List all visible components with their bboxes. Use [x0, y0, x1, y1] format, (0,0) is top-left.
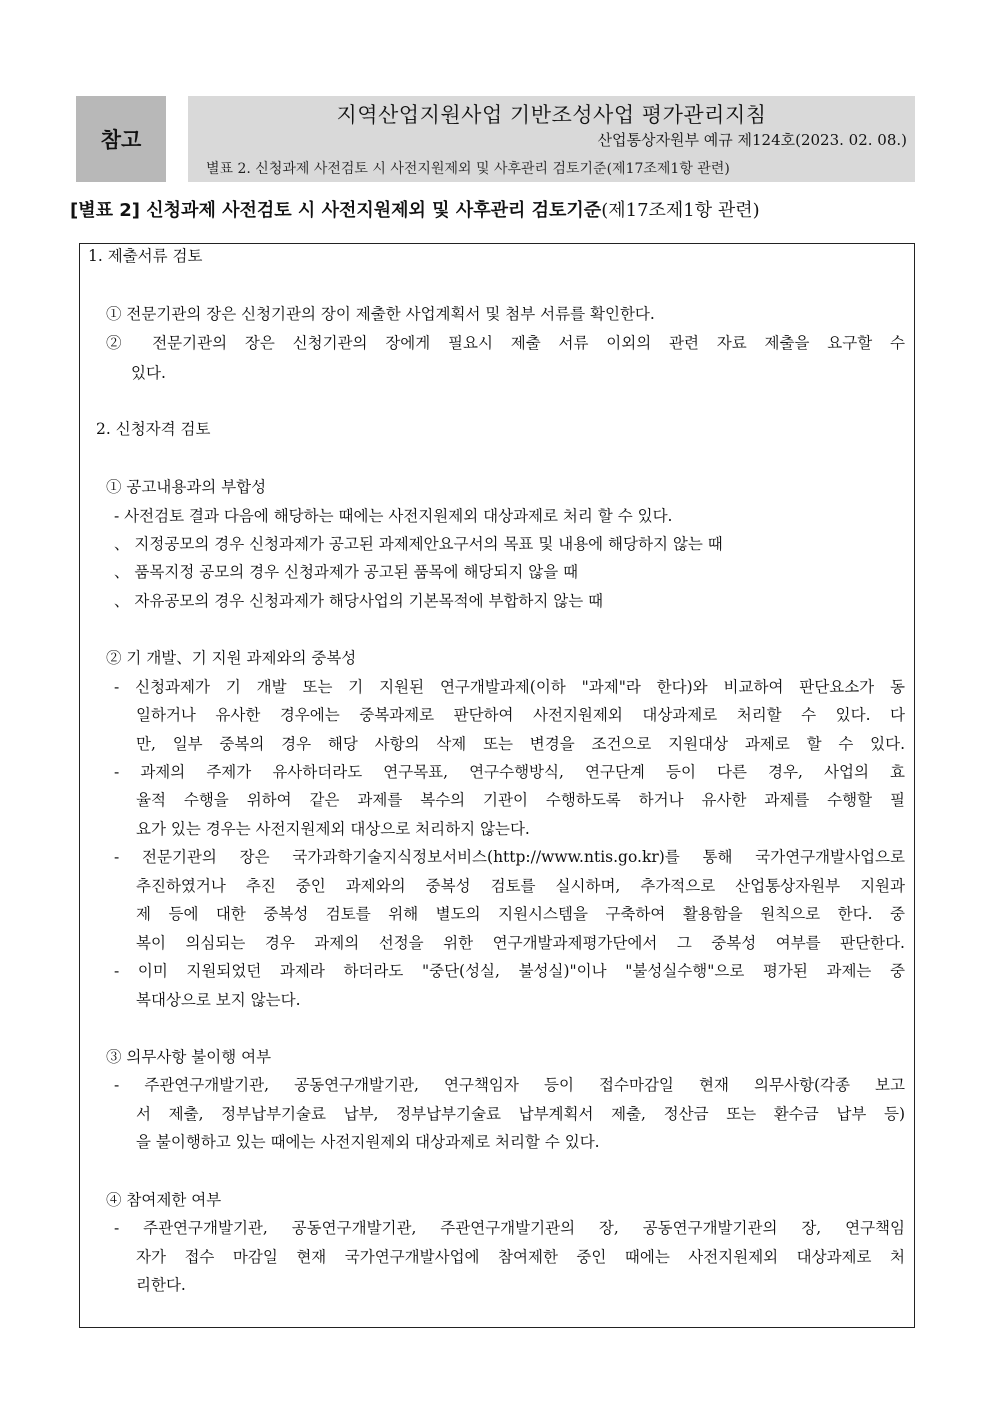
subsection-2-line: - 신청과제가 기 개발 또는 기 지원된 연구개발과제(이하 "과제"라 한다)와 비교하여 판단요소가 동 — [114, 678, 905, 696]
subsection-2-line: 만, 일부 중복의 경우 해당 사항의 삭제 또는 변경을 조건으로 지원대상 과제로 할 수 있다. — [136, 735, 905, 753]
document-title-reference: (제17조제1항 관련) — [601, 200, 760, 221]
subsection-3-heading: ③ 의무사항 불이행 여부 — [106, 1048, 272, 1066]
subsection-1-heading: ① 공고내용과의 부합성 — [106, 478, 267, 496]
reference-tag: 참고 — [76, 96, 166, 182]
section-1-item-1: ① 전문기관의 장은 신청기관의 장이 제출한 사업계획서 및 첨부 서류를 확인한다. — [106, 305, 655, 323]
content-frame — [79, 243, 915, 1328]
subsection-2-line: 복대상으로 보지 않는다. — [136, 991, 301, 1009]
subsection-3-line: - 주관연구개발기관, 공동연구개발기관, 연구책임자 등이 접수마감일 현재 의무사항(각종 보고 — [114, 1076, 905, 1094]
header-box — [188, 96, 915, 182]
subsection-2-line: 일하거나 유사한 경우에는 중복과제로 판단하여 사전지원제외 대상과제로 처리할 수 있다. 다 — [136, 706, 905, 724]
subsection-4-heading: ④ 참여제한 여부 — [106, 1191, 222, 1209]
subsection-4-line: 리한다. — [136, 1276, 186, 1294]
subsection-1-line: 、 자유공모의 경우 신청과제가 해당사업의 기본목적에 부합하지 않는 때 — [114, 592, 604, 610]
subsection-2-line: 제 등에 대한 중복성 검토를 위해 별도의 지원시스템을 구축하여 활용함을 원칙으로 한다. 중 — [136, 905, 905, 923]
subsection-4-line: - 주관연구개발기관, 공동연구개발기관, 주관연구개발기관의 장, 공동연구개발기관의 장, 연구책임 — [114, 1219, 905, 1237]
subsection-2-line: 복이 의심되는 경우 과제의 선정을 위한 연구개발과제평가단에서 그 중복성 여부를 판단한다. — [136, 934, 905, 952]
header-note: 별표 2. 신청과제 사전검토 시 사전지원제외 및 사후관리 검토기준(제17조제1항 관련) — [206, 161, 730, 177]
subsection-2-line: - 이미 지원되었던 과제라 하더라도 "중단(성실, 불성실)"이나 "불성실수행"으로 평가된 과제는 중 — [114, 962, 905, 980]
subsection-2-line: - 전문기관의 장은 국가과학기술지식정보서비스(http://www.ntis.go.kr)를 통해 국가연구개발사업으로 — [114, 848, 905, 866]
subsection-3-line: 서 제출, 정부납부기술료 납부, 정부납부기술료 납부계획서 제출, 정산금 또는 환수금 납부 등) — [136, 1105, 905, 1123]
subsection-4-line: 자가 접수 마감일 현재 국가연구개발사업에 참여제한 중인 때에는 사전지원제외 대상과제로 처 — [136, 1248, 905, 1266]
document-title-bold: [별표 2] 신청과제 사전검토 시 사전지원제외 및 사후관리 검토기준 — [70, 200, 602, 221]
document-title — [70, 196, 760, 222]
subsection-2-line: - 과제의 주제가 유사하더라도 연구목표, 연구수행방식, 연구단계 등이 다른 경우, 사업의 효 — [114, 763, 905, 781]
section-1-item-2: ② 전문기관의 장은 신청기관의 장에게 필요시 제출 서류 이외의 관련 자료 제출을 요구할 수 — [106, 334, 905, 352]
section-2-heading: 2. 신청자격 검토 — [96, 420, 211, 438]
subsection-2-line: 추진하였거나 추진 중인 과제와의 중복성 검토를 실시하며, 추가적으로 산업통상자원부 지원과 — [136, 877, 905, 895]
subsection-2-heading: ② 기 개발、기 지원 과제와의 중복성 — [106, 649, 357, 667]
header-title: 지역산업지원사업 기반조성사업 평가관리지침 — [336, 103, 767, 127]
subsection-2-line: 율적 수행을 위하여 같은 과제를 복수의 기관이 수행하도록 하거나 유사한 과제를 수행할 필 — [136, 791, 905, 809]
section-1-item-2-cont: 있다. — [131, 364, 166, 382]
section-1-heading: 1. 제출서류 검토 — [88, 247, 203, 265]
subsection-3-line: 을 불이행하고 있는 때에는 사전지원제외 대상과제로 처리할 수 있다. — [136, 1133, 600, 1151]
subsection-1-line: - 사전검토 결과 다음에 해당하는 때에는 사전지원제외 대상과제로 처리 할 수 있다. — [114, 507, 673, 525]
subsection-1-line: 、 품목지정 공모의 경우 신청과제가 공고된 품목에 해당되지 않을 때 — [114, 563, 579, 581]
subsection-2-line: 요가 있는 경우는 사전지원제외 대상으로 처리하지 않는다. — [136, 820, 530, 838]
subsection-1-line: 、 지정공모의 경우 신청과제가 공고된 과제제안요구서의 목표 및 내용에 해당하지 않는 때 — [114, 535, 723, 553]
header-subtitle: 산업통상자원부 예규 제124호(2023. 02. 08.) — [597, 131, 907, 149]
